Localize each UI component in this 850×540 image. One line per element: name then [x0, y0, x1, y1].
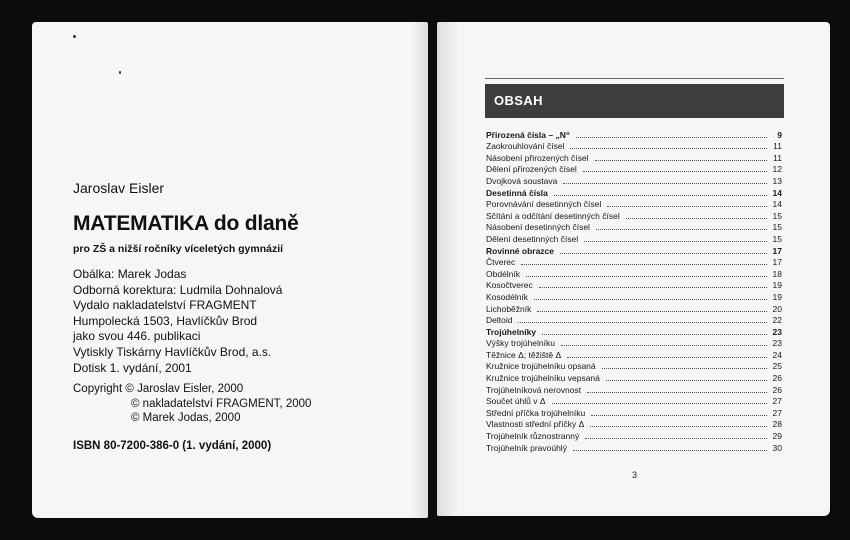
author-name: Jaroslav Eisler [73, 180, 165, 196]
toc-entry-title: Rovinné obrazce [486, 245, 555, 256]
toc-entry-title: Obdélník [486, 268, 521, 279]
toc-entry-title: Čtverec [486, 257, 516, 268]
toc-leader-dots [595, 159, 767, 161]
toc-entry-title: Vlastnosti střední příčky Δ [486, 419, 585, 430]
toc-entry-page: 11 [773, 141, 782, 152]
toc-entry-title: Dělení desetinných čísel [486, 233, 579, 244]
toc-entry-row [486, 209, 782, 221]
toc-entry-title: Přirozená čísla – „N“ [486, 129, 571, 140]
copyright-line: Copyright © Jaroslav Eisler, 2000 [73, 383, 244, 395]
toc-leader-dots [552, 402, 767, 404]
toc-leader-dots [602, 367, 767, 369]
toc-entry-title: Součet úhlů v Δ [486, 396, 546, 407]
toc-leader-dots [590, 425, 767, 427]
toc-entry-page: 15 [772, 222, 782, 233]
toc-leader-dots [537, 310, 767, 312]
toc-entry-title: Trojúhelníky [486, 326, 537, 337]
toc-leader-dots [591, 414, 767, 416]
toc-leader-dots [584, 240, 767, 242]
credit-line: Vydalo nakladatelství FRAGMENT [73, 298, 257, 313]
toc-entry-row [486, 406, 782, 418]
book-title: MATEMATIKA do dlaně [73, 212, 299, 235]
toc-section-row [486, 128, 782, 140]
toc-entry-title: Kružnice trojúhelníku opsaná [486, 361, 596, 372]
dust-speck [73, 35, 76, 38]
toc-entry-row [486, 232, 782, 244]
toc-leader-dots [526, 275, 767, 277]
toc-entry-title: Desetinná čísla [486, 187, 548, 198]
toc-entry-row [486, 441, 782, 453]
credit-line: Humpolecká 1503, Havlíčkův Brod [73, 313, 258, 328]
toc-entry-title: Dělení přirozených čísel [486, 164, 577, 175]
toc-leader-dots [587, 391, 767, 393]
toc-entry-row [486, 267, 782, 279]
toc-leader-dots [560, 252, 767, 254]
toc-entry-page: 28 [772, 419, 782, 430]
credits-block [73, 267, 282, 376]
toc-entry-page: 17 [772, 245, 782, 256]
contents-header [485, 84, 784, 118]
credit-line: Vytiskly Tiskárny Havlíčkův Brod, a.s. [73, 344, 272, 359]
toc-entry-page: 22 [772, 315, 782, 326]
toc-entry-page: 15 [772, 233, 782, 244]
toc-entry-page: 14 [772, 187, 782, 198]
toc-leader-dots [554, 194, 767, 196]
copyright-line: © Marek Jodas, 2000 [131, 412, 241, 424]
toc-section-row [486, 244, 782, 256]
toc-entry-title: Těžnice Δ; těžiště Δ [486, 349, 562, 360]
toc-entry-page: 24 [772, 349, 782, 360]
toc-leader-dots [567, 356, 767, 358]
toc-entry-title: Porovnávání desetinných čísel [486, 199, 602, 210]
toc-leader-dots [521, 263, 767, 265]
table-of-contents [486, 128, 782, 453]
toc-entry-title: Lichoběžník [486, 303, 532, 314]
toc-entry-page: 9 [777, 129, 782, 140]
toc-entry-row [486, 337, 782, 349]
toc-entry-row [486, 256, 782, 268]
toc-entry-page: 15 [772, 210, 782, 221]
toc-leader-dots [626, 217, 767, 219]
toc-entry-page: 19 [772, 280, 782, 291]
toc-leader-dots [534, 298, 767, 300]
toc-entry-title: Kružnice trojúhelníku vepsaná [486, 373, 600, 384]
book-subtitle: pro ZŠ a nižší ročníky víceletých gymnázií [73, 243, 284, 255]
toc-entry-row [486, 279, 782, 291]
header-rule [485, 78, 784, 79]
credit-line: Dotisk 1. vydání, 2001 [73, 360, 192, 375]
toc-leader-dots [576, 136, 767, 138]
toc-entry-page: 12 [772, 164, 782, 175]
toc-entry-page: 27 [772, 396, 782, 407]
toc-entry-row [486, 163, 782, 175]
toc-entry-page: 19 [772, 291, 782, 302]
toc-entry-row [486, 314, 782, 326]
toc-leader-dots [570, 147, 767, 149]
toc-entry-page: 17 [772, 257, 782, 268]
toc-entry-title: Sčítání a odčítání desetinných čísel [486, 210, 620, 221]
toc-leader-dots [606, 379, 767, 381]
credit-line: Odborná korektura: Ludmila Dohnalová [73, 282, 283, 297]
toc-entry-page: 20 [772, 303, 782, 314]
toc-leader-dots [563, 182, 767, 184]
toc-entry-row [486, 371, 782, 383]
toc-leader-dots [573, 449, 767, 451]
toc-leader-dots [596, 228, 767, 230]
toc-entry-page: 29 [772, 431, 782, 442]
contents-heading: OBSAH [494, 93, 543, 108]
copyright-line: © nakladatelství FRAGMENT, 2000 [131, 397, 312, 410]
toc-entry-page: 23 [772, 338, 782, 349]
toc-entry-page: 25 [772, 361, 782, 372]
dust-speck [119, 71, 121, 74]
toc-entry-row [486, 140, 782, 152]
toc-entry-title: Zaokrouhlování čísel [486, 141, 565, 152]
toc-leader-dots [539, 286, 767, 288]
credit-line: jako svou 446. publikaci [73, 329, 201, 344]
toc-leader-dots [561, 344, 767, 346]
toc-leader-dots [518, 321, 767, 323]
toc-entry-row [486, 383, 782, 395]
toc-entry-title: Trojúhelník pravoúhlý [486, 442, 567, 453]
page-number: 3 [632, 470, 638, 480]
toc-section-row [486, 186, 782, 198]
toc-entry-row [486, 302, 782, 314]
toc-entry-page: 27 [772, 407, 782, 418]
toc-entry-row [486, 290, 782, 302]
toc-entry-row [486, 429, 782, 441]
toc-entry-row [486, 418, 782, 430]
toc-entry-page: 13 [772, 175, 782, 186]
toc-entry-title: Trojúhelník různostranný [486, 431, 580, 442]
toc-entry-title: Trojúhelníková nerovnost [486, 384, 582, 395]
toc-entry-row [486, 198, 782, 210]
gutter-shadow [410, 22, 428, 518]
toc-entry-title: Násobení přirozených čísel [486, 152, 589, 163]
toc-entry-row [486, 221, 782, 233]
toc-entry-title: Střední příčka trojúhelníku [486, 407, 586, 418]
gutter-shadow [437, 22, 459, 516]
left-page [32, 22, 428, 518]
toc-entry-title: Deltoid [486, 315, 513, 326]
toc-entry-title: Kosočtverec [486, 280, 533, 291]
toc-entry-title: Kosodélník [486, 291, 529, 302]
toc-section-row [486, 325, 782, 337]
toc-entry-row [486, 395, 782, 407]
toc-leader-dots [583, 170, 767, 172]
toc-entry-title: Výšky trojúhelníku [486, 338, 555, 349]
toc-leader-dots [607, 205, 767, 207]
toc-entry-page: 26 [772, 384, 782, 395]
credit-line: Obálka: Marek Jodas [73, 267, 187, 281]
toc-entry-page: 30 [772, 442, 782, 453]
toc-entry-page: 11 [773, 152, 782, 163]
toc-entry-row [486, 360, 782, 372]
toc-entry-title: Násobení desetinných čísel [486, 222, 590, 233]
toc-leader-dots [585, 437, 767, 439]
isbn: ISBN 80-7200-386-0 (1. vydání, 2000) [73, 440, 272, 452]
toc-entry-title: Dvojková soustava [486, 175, 558, 186]
toc-entry-page: 18 [772, 268, 782, 279]
right-page [437, 22, 830, 516]
toc-entry-page: 26 [772, 373, 782, 384]
copyright-block [73, 382, 311, 426]
toc-entry-row [486, 174, 782, 186]
toc-entry-row [486, 348, 782, 360]
toc-entry-row [486, 151, 782, 163]
toc-leader-dots [542, 333, 767, 335]
toc-entry-page: 23 [772, 326, 782, 337]
toc-entry-page: 14 [772, 199, 782, 210]
